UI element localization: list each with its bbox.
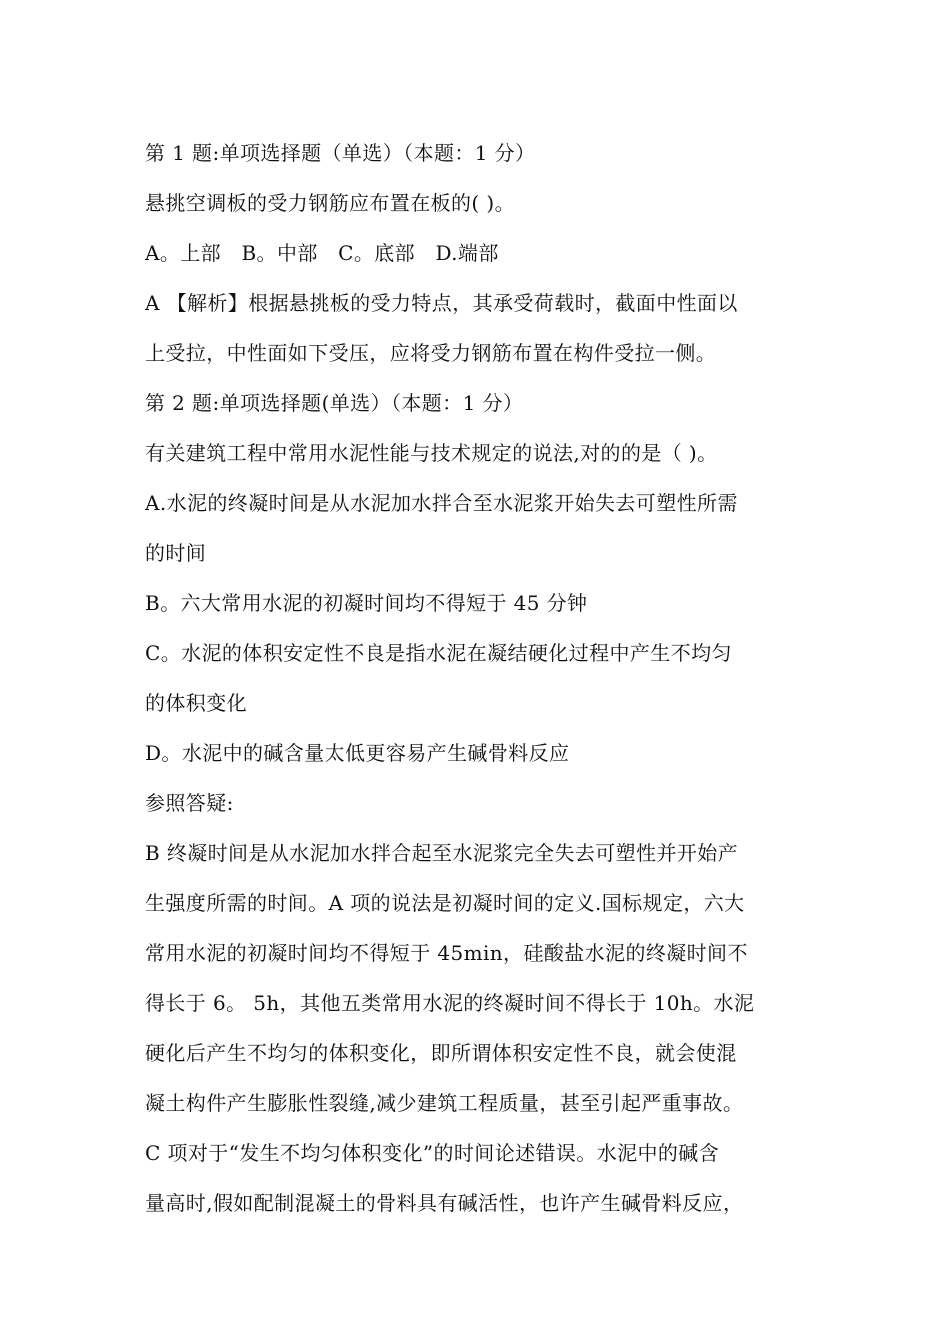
question-1-header: 第 1 题:单项选择题（单选）（本题：1 分） (145, 141, 536, 165)
answer-line-1: B 终凝时间是从水泥加水拌合起至水泥浆完全失去可塑性并开始产 (145, 841, 739, 865)
question-2-option-a-line-2: 的时间 (145, 541, 207, 565)
question-2-option-c-line-2: 的体积变化 (145, 691, 247, 715)
question-2-option-d: D。水泥中的碱含量太低更容易产生碱骨料反应 (145, 741, 570, 765)
answer-line-5: 硬化后产生不均匀的体积变化，即所谓体积安定性不良，就会使混 (145, 1041, 737, 1065)
answer-line-7: C 项对于“发生不均匀体积变化”的时间论述错误。水泥中的碱含 (145, 1141, 720, 1165)
question-2-option-c-line-1: C。水泥的体积安定性不良是指水泥在凝结硬化过程中产生不均匀 (145, 641, 732, 665)
question-1-options: A。上部 B。中部 C。底部 D.端部 (145, 241, 499, 265)
question-2-option-b: B。六大常用水泥的初凝时间均不得短于 45 分钟 (145, 591, 588, 615)
question-2-option-a-line-1: A.水泥的终凝时间是从水泥加水拌合至水泥浆开始失去可塑性所需 (145, 491, 738, 515)
answer-line-6: 凝土构件产生膨胀性裂缝,减少建筑工程质量，甚至引起严重事故。 (145, 1091, 744, 1115)
document-page (145, 128, 835, 1228)
question-1-explanation-line-2: 上受拉，中性面如下受压，应将受力钢筋布置在构件受拉一侧。 (145, 341, 717, 365)
question-2-stem: 有关建筑工程中常用水泥性能与技术规定的说法,对的的是（ )。 (145, 441, 718, 465)
question-1-explanation-line-1: A 【解析】根据悬挑板的受力特点，其承受荷载时，截面中性面以 (145, 291, 738, 315)
question-2-header: 第 2 题:单项选择题(单选）（本题：1 分） (145, 391, 524, 415)
answer-label: 参照答疑: (145, 791, 234, 815)
answer-line-4: 得长于 6。 5h，其他五类常用水泥的终凝时间不得长于 10h。水泥 (145, 991, 755, 1015)
question-1-stem: 悬挑空调板的受力钢筋应布置在板的( )。 (145, 191, 515, 215)
answer-line-8: 量高时,假如配制混凝土的骨料具有碱活性，也许产生碱骨料反应， (145, 1191, 744, 1215)
answer-line-2: 生强度所需的时间。A 项的说法是初凝时间的定义.国标规定，六大 (145, 891, 745, 915)
answer-line-3: 常用水泥的初凝时间均不得短于 45min，硅酸盐水泥的终凝时间不 (145, 941, 748, 965)
